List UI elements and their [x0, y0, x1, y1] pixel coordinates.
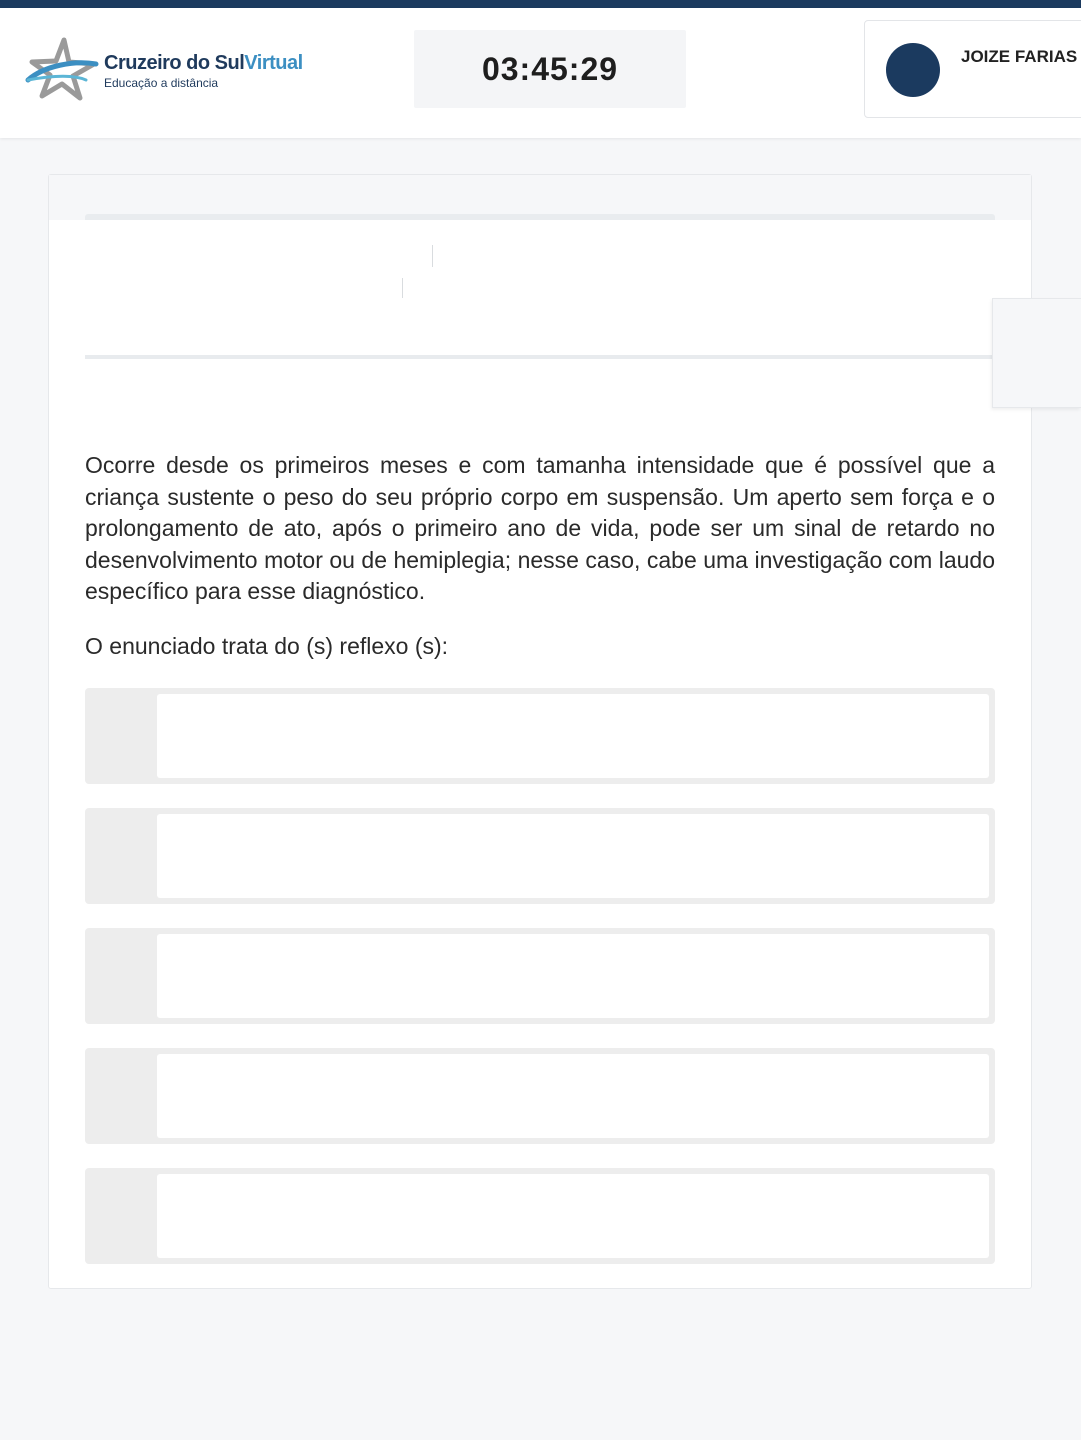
logo-brand: Cruzeiro do SulVirtual — [104, 52, 303, 74]
exam-timer: 03:45:29 — [414, 30, 686, 108]
side-panel-toggle[interactable] — [992, 298, 1081, 408]
cruzeiro-do-sul-logo[interactable] — [24, 36, 304, 102]
divider-tick — [432, 245, 433, 267]
question-nav-track — [85, 214, 995, 220]
answer-option[interactable] — [85, 688, 995, 784]
answer-option[interactable] — [85, 928, 995, 1024]
answer-option[interactable] — [85, 1048, 995, 1144]
answer-option-body[interactable] — [157, 1174, 989, 1258]
star-logo-icon — [24, 36, 100, 102]
answer-option-body[interactable] — [157, 1054, 989, 1138]
divider-tick — [402, 278, 403, 298]
user-menu[interactable] — [864, 20, 1081, 118]
answer-option[interactable] — [85, 808, 995, 904]
answer-option-body[interactable] — [157, 814, 989, 898]
logo-subtitle: Educação a distância — [104, 76, 219, 90]
question-text: Ocorre desde os primeiros meses e com tamanha intensidade que é possível que a criança sustente o peso do seu próprio corpo em suspensão. Um aperto sem força e o prolongamento de ato, após o primeiro ano de vida, pode ser um sinal de retardo no desenvolvimento motor ou de hemiplegia; nesse caso, cabe uma investigação com laudo específico para esse diagnóstico. — [85, 452, 995, 604]
logo-brand-accent: Virtual — [244, 52, 303, 74]
avatar[interactable] — [886, 43, 940, 97]
user-name: JOIZE FARIAS — [961, 47, 1078, 66]
answer-option-body[interactable] — [157, 694, 989, 778]
answer-option[interactable] — [85, 1168, 995, 1264]
question-card-header — [49, 175, 1031, 220]
header — [0, 8, 1081, 138]
section-divider — [85, 355, 1031, 359]
question-prompt: O enunciado trata do (s) reflexo (s): — [85, 633, 449, 659]
top-accent-bar — [0, 0, 1081, 8]
answer-option-body[interactable] — [157, 934, 989, 1018]
